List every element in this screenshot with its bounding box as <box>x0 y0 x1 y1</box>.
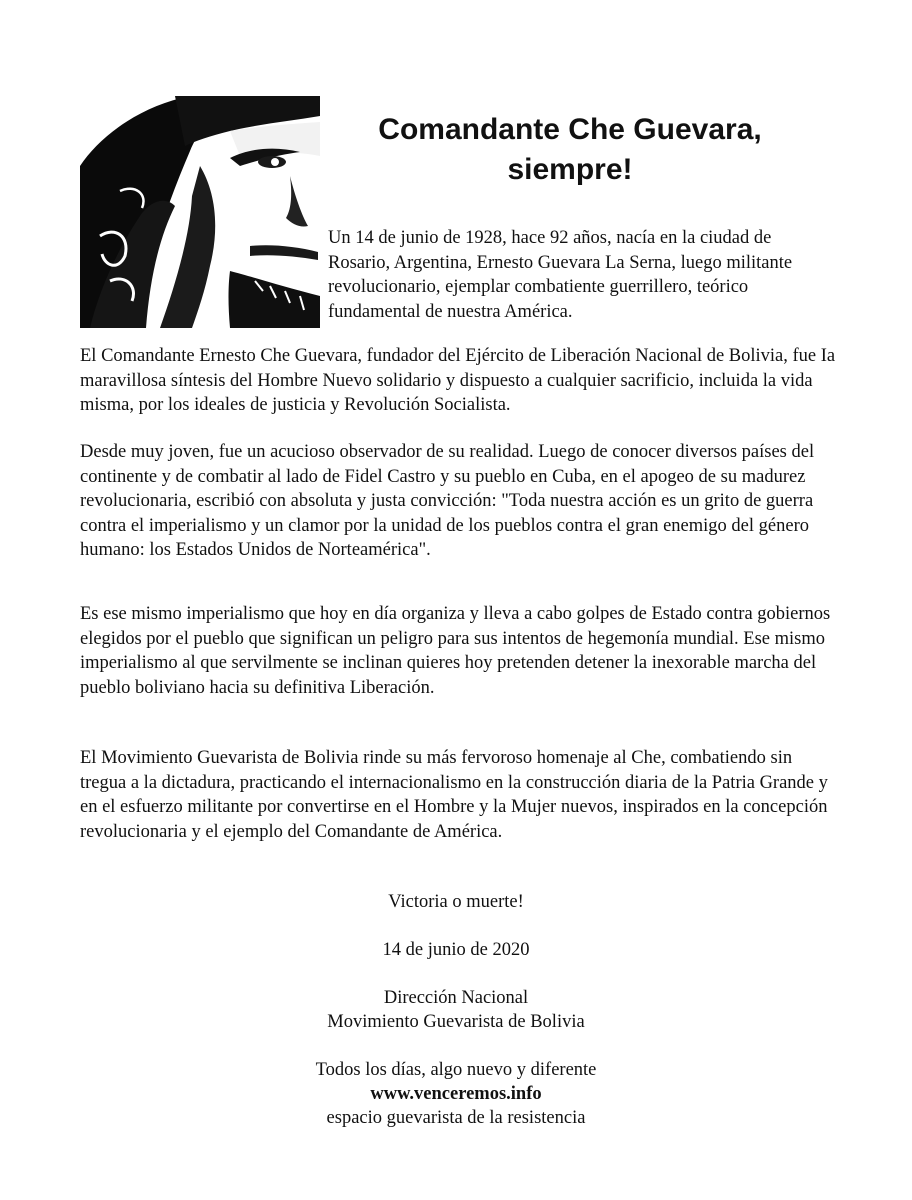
body-paragraph-2: Desde muy joven, fue un acucioso observador de su realidad. Luego de conocer diversos países del continente y de combatir al lado de Fidel Castro y su pueblo en Cuba, en el apogeo de su madurez revolucionaria, escribió con absoluta y justa convicción: "Toda nuestra acción es un grito de guerra contra el imperialismo y un clamor por la unidad de los pueblos contra el gran enemigo del género humano: los Estados Unidos de Norteamérica". <box>80 442 815 560</box>
signature-line-1: Dirección Nacional <box>383 988 529 1008</box>
footer-website-link[interactable]: www.venceremos.info <box>370 1084 542 1104</box>
signature-block <box>0 986 912 1034</box>
footer-block <box>0 1058 912 1130</box>
date-text: 14 de junio de 2020 <box>382 940 530 960</box>
body-paragraph-3: Es ese mismo imperialismo que hoy en día organiza y lleva a cabo golpes de Estado contra gobiernos elegidos por el pueblo que significan un peligro para sus intentos de hegemonía mundial. Ese mismo imperialismo al que servilmente se inclinan quieres hoy pretenden detener la inexorable marcha del pueblo boliviano hacia su definitiva Liberación. <box>80 604 831 698</box>
body-paragraph-1: El Comandante Ernesto Che Guevara, fundador del Ejército de Liberación Nacional de Bolivia, fue Ia maravillosa síntesis del Hombre Nuevo solidario y dispuesto a cualquier sacrificio, incluida la vida misma, por los ideales de justicia y Revolución Socialista. <box>80 346 836 415</box>
footer-line-3: espacio guevarista de la resistencia <box>326 1108 586 1128</box>
body-paragraph-4: El Movimiento Guevarista de Bolivia rinde su más fervoroso homenaje al Che, combatiendo sin tregua a la dictadura, practicando el internacionalismo en la construcción diaria de la Patria Grande y en el esfuerzo militante por convertirse en el Hombre y la Mujer nuevos, inspirados en la concepción revolucionaria y el ejemplo del Comandante de América. <box>80 748 828 842</box>
closing-text: Victoria o muerte! <box>388 892 524 912</box>
date-line <box>0 938 912 962</box>
portrait-image <box>80 96 320 328</box>
footer-line-1: Todos los días, algo nuevo y diferente <box>315 1060 597 1080</box>
title-line-1: Comandante Che Guevara, <box>378 113 762 146</box>
intro-paragraph: Un 14 de junio de 1928, hace 92 años, nacía en la ciudad de Rosario, Argentina, Ernesto Guevara La Serna, luego militante revolucionario, ejemplar combatiente guerrillero, teórico fundamental de nuestra América. <box>328 228 793 322</box>
signature-line-2: Movimiento Guevarista de Bolivia <box>327 1012 585 1032</box>
page-title <box>330 110 810 190</box>
title-line-2: siempre! <box>507 153 633 186</box>
closing-line <box>0 890 912 914</box>
